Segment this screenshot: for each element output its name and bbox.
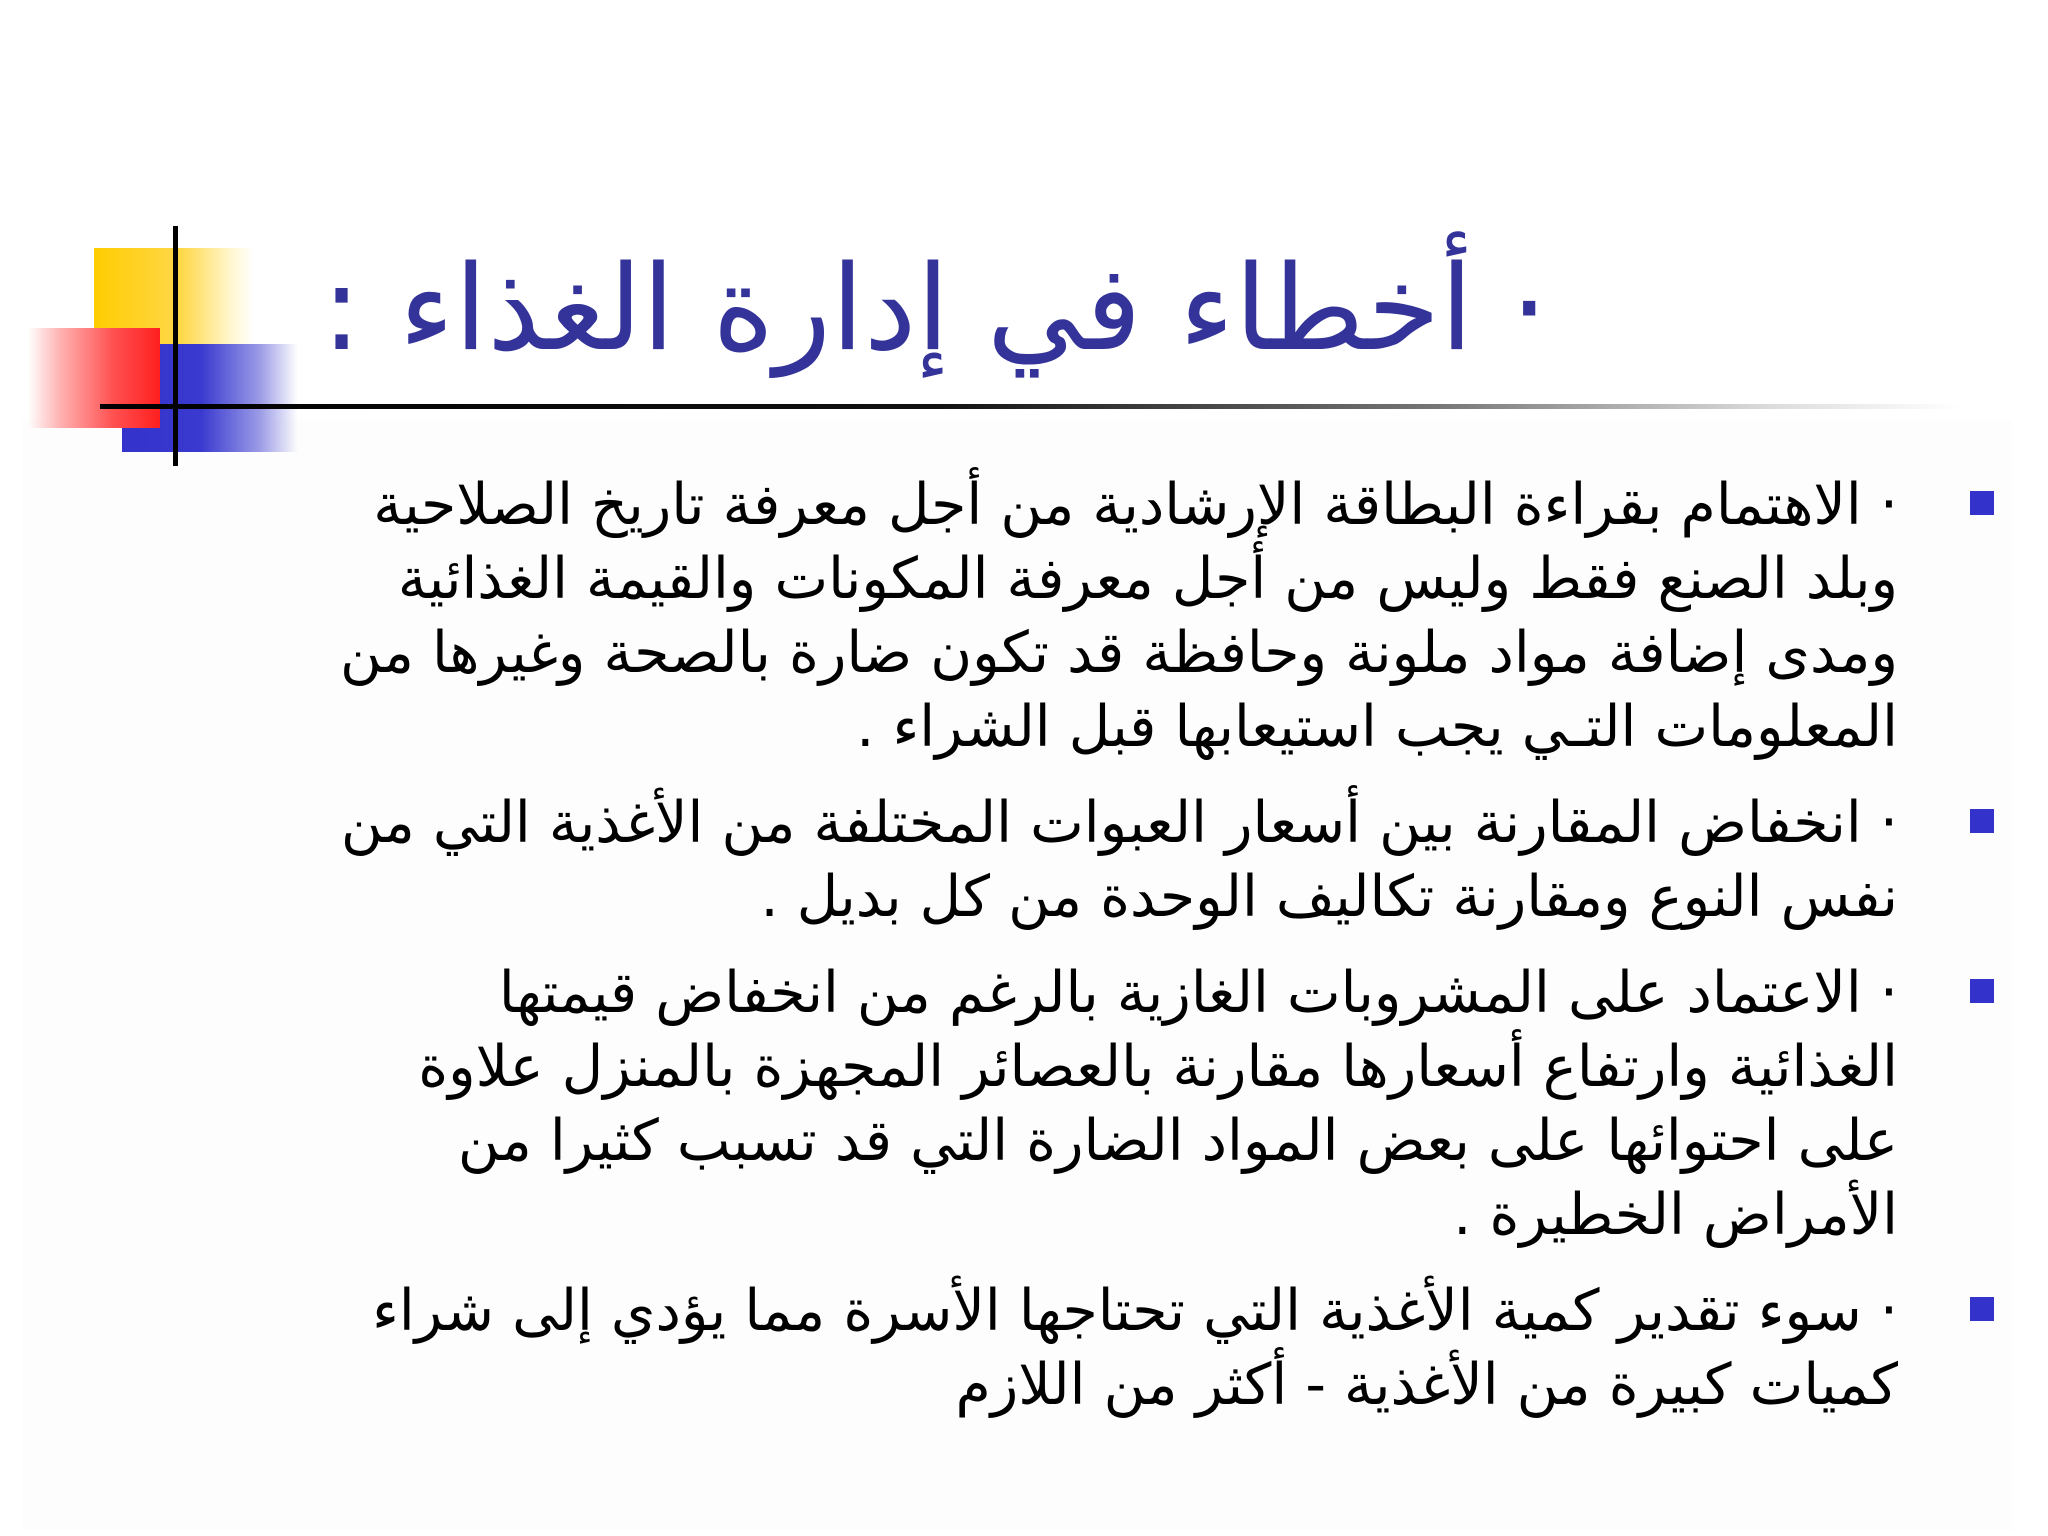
bullet-text: · الاعتماد على المشروبات الغازية بالرغم من انخفاض قيمتها الغذائية وارتفاع أسعارها مقارنة بالعصائر المجهزة بالمنزل علاوة على احتوائها على بعض المواد الضارة التي قد تسبب كثيرا من الأمراض الخطيرة . [418, 960, 1898, 1248]
decorative-vertical-line [173, 226, 178, 466]
bullet-text: · انخفاض المقارنة بين أسعار العبوات المختلفة من الأغذية التي من نفس النوع ومقارنة تكاليف الوحدة من كل بديل . [340, 790, 1898, 930]
square-bullet-icon [1970, 1297, 1994, 1321]
bullet-list [320, 468, 2008, 1444]
square-bullet-icon [1970, 979, 1994, 1003]
slide-title: · أخطاء في إدارة الغذاء : [321, 239, 1548, 377]
square-bullet-icon [1970, 491, 1994, 515]
bullet-item [320, 786, 2008, 934]
bullet-item [320, 956, 2008, 1252]
decorative-red-square [28, 328, 160, 428]
square-bullet-icon [1970, 809, 1994, 833]
bullet-item [320, 468, 2008, 764]
title-underline [100, 404, 1960, 409]
bullet-text: · سوء تقدير كمية الأغذية التي تحتاجها الأسرة مما يؤدي إلى شراء كميات كبيرة من الأغذية - أكثر من اللازم [372, 1278, 1898, 1418]
bullet-text: · الاهتمام بقراءة البطاقة الإرشادية من أجل معرفة تاريخ الصلاحية وبلد الصنع فقط وليس من أجل معرفة المكونات والقيمة الغذائية ومدى إضافة مواد ملونة وحافظة قد تكون ضارة بالصحة وغيرها من المعلومات التـي يجب استيعابها قبل الشراء . [339, 472, 1898, 760]
bullet-item [320, 1274, 2008, 1422]
